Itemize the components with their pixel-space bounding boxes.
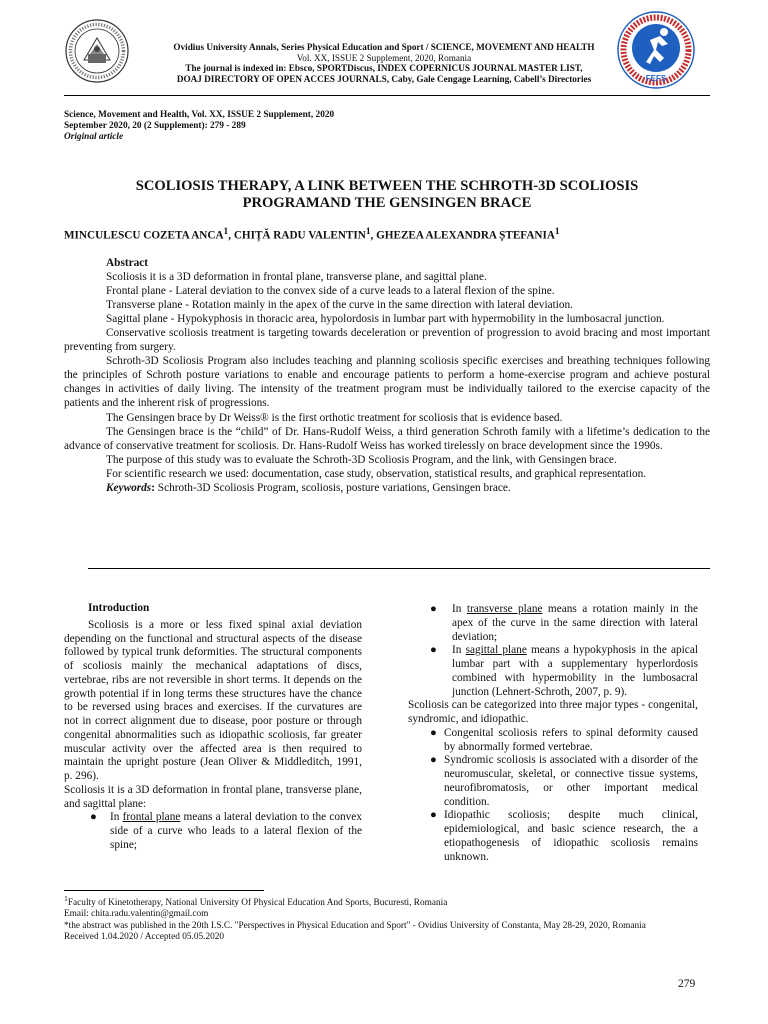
section-heading: Introduction <box>88 602 150 614</box>
planes-list-cont <box>408 603 698 699</box>
keywords-line: Keywords: Schroth-3D Scoliosis Program, scoliosis, posture variations, Gensingen brace. <box>106 481 511 494</box>
underlined-term: sagittal plane <box>465 644 527 657</box>
affiliation-sup: 1 <box>64 894 68 903</box>
bullet-icon: ● <box>90 811 97 824</box>
title-line-1: SCOLIOSIS THERAPY, A LINK BETWEEN THE SCHROTH-3D SCOLIOSIS <box>135 178 639 194</box>
journal-line-4: DOAJ DIRECTORY OF OPEN ACCES JOURNALS, Caby, Gale Cengage Learning, Cabell’s Directories <box>176 73 592 84</box>
citation-line-2: September 2020, 20 (2 Supplement): 279 - 289 <box>64 121 246 131</box>
fefs-logo <box>616 10 696 90</box>
abstract-paragraph: Transverse plane - Rotation mainly in the apex of the curve in the same direction with lateral deviation. <box>106 299 574 312</box>
abstract-paragraph: Scoliosis it is a 3D deformation in frontal plane, transverse plane, and sagittal plane. <box>106 271 487 284</box>
keywords-text: Schroth-3D Scoliosis Program, scoliosis, posture variations, Gensingen brace. <box>157 481 511 494</box>
planes-list <box>64 811 362 852</box>
bullet-icon: ● <box>430 809 437 822</box>
page-number: 279 <box>678 978 696 990</box>
abstract-paragraph: Conservative scoliosis treatment is targeting towards deceleration or prevention of progression to avoid bracing and most important preventing from surgery. <box>64 327 710 354</box>
author-list: MINCULESCU COZETA ANCA$^1$, CHIȚĂ RADU VALENTIN$^1$, GHEZEA ALEXANDRA ȘTEFANIA$^1$ <box>64 227 560 242</box>
author-name: MINCULESCU COZETA ANCA <box>64 229 224 242</box>
citation-line-1: Science, Movement and Health, Vol. XX, ISSUE 2 Supplement, 2020 <box>64 110 335 120</box>
footnote-rule <box>64 890 264 891</box>
received-note: Received 1.04.2020 / Accepted 05.05.2020 <box>64 931 225 942</box>
university-crest-logo <box>64 18 130 84</box>
paper-title <box>64 178 710 212</box>
list-item <box>64 811 362 852</box>
abstract-paragraph: For scientific research we used: documentation, case study, observation, statistical results, and graphical representation. <box>106 467 647 480</box>
list-item-text: means a lateral deviation to the convex side of a curve who leads to a lateral flexion of the spine; <box>110 811 362 851</box>
author-name: CHIȚĂ RADU VALENTIN <box>233 229 366 242</box>
abstract-heading: Abstract <box>106 257 149 269</box>
article-type: Original article <box>64 132 124 142</box>
citation-block <box>64 110 334 143</box>
bullet-icon: ● <box>430 603 437 615</box>
title-line-2: PROGRAMAND THE GENSINGEN BRACE <box>242 195 532 211</box>
bullet-icon: ● <box>430 644 437 657</box>
underlined-term: frontal plane <box>122 811 181 824</box>
bullet-icon: ● <box>430 726 437 739</box>
list-item <box>408 809 698 864</box>
author-affil-sup: 1 <box>554 227 560 237</box>
left-column <box>64 602 362 853</box>
list-item-text: means a rotation mainly in the apex of the curve in the same direction with lateral deviation; <box>452 603 698 643</box>
list-item-text: means a hypokyphosis in the apical lumbar part with a supplementary hyperlordosis combined with hypermobility in the lumbosacral junction (Lehnert-Schroth, 2007, p. 9). <box>452 644 698 698</box>
bullet-icon: ● <box>430 754 437 767</box>
journal-line-1: Ovidius University Annals, Series Physical Education and Sport / SCIENCE, MOVEMENT AND HEALTH <box>173 42 595 52</box>
abstract-paragraph: Sagittal plane - Hypokyphosis in thoracic area, hypolordosis in lumbar part with hypermobility in the lumbosacral junction. <box>106 313 665 326</box>
author-affil-sup: 1 <box>223 227 229 237</box>
email-note: Email: chita.radu.valentin@gmail.com <box>64 909 209 920</box>
keywords-label: Keywords <box>106 481 152 494</box>
list-item <box>408 603 698 644</box>
fefs-label: FEFS <box>645 74 667 83</box>
journal-header <box>140 42 628 84</box>
body-paragraph: Scoliosis it is a 3D deformation in frontal plane, transverse plane, and sagittal plane: <box>64 783 362 810</box>
abstract-section <box>64 256 710 495</box>
publication-note: *the abstract was published in the 20th I.S.C. "Perspectives in Physical Education and Sport" - Ovidius University of Constanta, May 28-29, 2020, Romania <box>64 920 646 931</box>
list-item-text: In <box>452 603 467 615</box>
list-item <box>408 727 698 755</box>
journal-line-2: Vol. XX, ISSUE 2 Supplement, 2020, Romania <box>296 52 472 63</box>
list-item <box>408 754 698 809</box>
list-item-text: In <box>110 811 123 824</box>
list-item-text: Syndromic scoliosis is associated with a disorder of the neuromuscular, skeletal, or connective tissue systems, neurofibromatosis, or other important medical condition. <box>444 754 698 808</box>
list-item-text: Idiopathic scoliosis; despite much clinical, epidemiological, and basic science research, the a etiopathogenesis of idiopathic scoliosis remains unknown. <box>444 809 698 863</box>
header-rule <box>64 95 710 96</box>
journal-line-3: The journal is indexed in: Ebsco, SPORTDiscus, INDEX COPERNICUS JOURNAL MASTER LIST, <box>185 63 583 74</box>
abstract-paragraph: Frontal plane - Lateral deviation to the convex side of a curve leads to a lateral flexion of the spine. <box>106 285 555 298</box>
abstract-paragraph: The Gensingen brace by Dr Weiss® is the first orthotic treatment for scoliosis that is evidence based. <box>106 411 563 424</box>
list-item-text: In <box>452 644 466 657</box>
abstract-paragraph: Schroth-3D Scoliosis Program also includes teaching and planning scoliosis specific exercises and breathing techniques following the principles of Schroth posture variations to enable and encourage patients to perform a home-exercise program and achieve postural changes in activities of daily living. The intensity of the treatment program must be individually tailored to the exercise capacity of the patients and the inherent risk of progressions. <box>64 355 710 410</box>
abstract-paragraph: The purpose of this study was to evaluate the Schroth-3D Scoliosis Program, and the link, with Gensingen brace. <box>106 453 617 466</box>
affiliation-text: Faculty of Kinetotherapy, National University Of Physical Education And Sports, Bucuresti, Romania <box>67 898 448 909</box>
footnotes <box>64 893 710 943</box>
body-paragraph: Scoliosis can be categorized into three major types - congenital, syndromic, and idiopathic. <box>408 699 698 725</box>
list-item-text: Congenital scoliosis refers to spinal deformity caused by abnormally formed vertebrae. <box>444 726 698 753</box>
right-column <box>408 603 698 864</box>
underlined-term: transverse plane <box>466 603 543 615</box>
abstract-paragraph: The Gensingen brace is the “child” of Dr. Hans-Rudolf Weiss, a third generation Schroth family with a lifetime’s dedication to the advance of conservative treatment for scoliosis. Dr. Hans-Rudolf Weiss has worked tirelessly on brace development since the 1990s. <box>64 425 710 452</box>
affiliation-note <box>64 893 710 909</box>
author-affil-sup: 1 <box>365 227 371 237</box>
abstract-rule <box>88 568 710 569</box>
body-paragraph: Scoliosis is a more or less fixed spinal axial deviation depending on the functional and structural aspects of the disease followed by typical trunk deformities. The structural components of scoliosis mainly the mechanical adaptations of discs, vertebrae, ribs are not reversible in short terms. It depends on the growth potential if in long terms these structures have the chance to be reversed using braces and exercises. If the curvatures are not in correct alignment due to disease, poor posture or through congenital abnormalities such as idiopathic scoliosis, far greater muscular activity over the affected area is then required to maintain the upright posture (Jean Oliver & Middleditch, 1991, p. 296). <box>64 618 362 782</box>
author-name: GHEZEA ALEXANDRA ȘTEFANIA <box>376 229 555 242</box>
list-item <box>408 644 698 699</box>
types-list <box>408 727 698 865</box>
